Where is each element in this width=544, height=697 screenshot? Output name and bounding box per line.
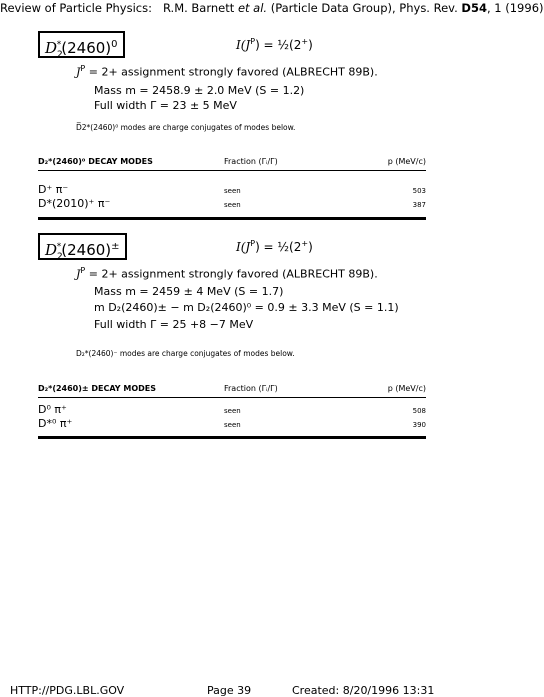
decay-mode: D*(2010)⁺ π⁻ bbox=[38, 197, 111, 210]
section-rule bbox=[38, 217, 426, 220]
width-line: Full width Γ = 23 ± 5 MeV bbox=[94, 99, 237, 112]
header-etal: et al. bbox=[237, 1, 268, 15]
footer-url: HTTP://PDG.LBL.GOV bbox=[10, 684, 125, 697]
decay-modes-heading: D₂*(2460)± DECAY MODES bbox=[38, 384, 157, 393]
decay-momentum: 508 bbox=[412, 407, 426, 415]
running-header: Review of Particle Physics: R.M. Barnett et al. (Particle Data Group), Phys. Rev. D54, 1 (1996) bbox=[0, 1, 544, 15]
decay-momentum: 390 bbox=[412, 421, 426, 429]
particle-name-box: $D_2^*(2460)^0$ bbox=[38, 31, 125, 58]
col-fraction-header: Fraction (Γᵢ/Γ) bbox=[224, 157, 278, 166]
jp-assignment: $J^P = 2+$ assignment strongly favored (ALBRECHT 89B). bbox=[76, 64, 378, 79]
mass-line: Mass m = 2459 ± 4 MeV (S = 1.7) bbox=[94, 285, 284, 298]
decay-fraction: seen bbox=[224, 421, 241, 429]
table-divider bbox=[38, 170, 426, 171]
decay-fraction: seen bbox=[224, 187, 241, 195]
col-fraction-header: Fraction (Γᵢ/Γ) bbox=[224, 384, 278, 393]
header-prefix: Review of Particle Physics: bbox=[0, 1, 152, 15]
quantum-numbers: $I(J^P)$ = ½(2+) bbox=[236, 37, 313, 52]
decay-mode: D*⁰ π⁺ bbox=[38, 417, 73, 430]
footer-page: Page 39 bbox=[207, 684, 252, 697]
charge-conjugate-note: D₂*(2460)⁻ modes are charge conjugates of modes below. bbox=[76, 349, 295, 358]
header-citation: (Particle Data Group), Phys. Rev. bbox=[270, 1, 458, 15]
section-rule bbox=[38, 436, 426, 439]
header-volume: D54 bbox=[461, 1, 487, 15]
decay-fraction: seen bbox=[224, 201, 241, 209]
col-p-header: p (MeV/c) bbox=[387, 384, 426, 393]
decay-momentum: 503 bbox=[412, 187, 426, 195]
quantum-numbers: $I(J^P)$ = ½(2+) bbox=[236, 239, 313, 254]
decay-mode: D⁰ π⁺ bbox=[38, 403, 67, 416]
col-p-header: p (MeV/c) bbox=[387, 157, 426, 166]
table-divider bbox=[38, 397, 426, 398]
charge-conjugate-note: D̅2*(2460)⁰ modes are charge conjugates of modes below. bbox=[76, 123, 296, 132]
mass-difference-line: m D₂(2460)± − m D₂(2460)⁰ = 0.9 ± 3.3 MeV (S = 1.1) bbox=[94, 301, 399, 314]
header-authors: R.M. Barnett bbox=[162, 1, 235, 15]
header-page: 1 (1996) bbox=[494, 1, 544, 15]
particle-name-box: $D_2^*(2460)^\pm$ bbox=[38, 233, 127, 260]
decay-modes-heading: D₂*(2460)⁰ DECAY MODES bbox=[38, 157, 153, 166]
decay-mode: D⁺ π⁻ bbox=[38, 183, 69, 196]
mass-line: Mass m = 2458.9 ± 2.0 MeV (S = 1.2) bbox=[94, 84, 305, 97]
decay-fraction: seen bbox=[224, 407, 241, 415]
width-line: Full width Γ = 25 +8 −7 MeV bbox=[94, 318, 254, 331]
decay-momentum: 387 bbox=[412, 201, 426, 209]
jp-assignment: $J^P = 2+$ assignment strongly favored (ALBRECHT 89B). bbox=[76, 266, 378, 281]
footer-created: Created: 8/20/1996 13:31 bbox=[292, 684, 435, 697]
